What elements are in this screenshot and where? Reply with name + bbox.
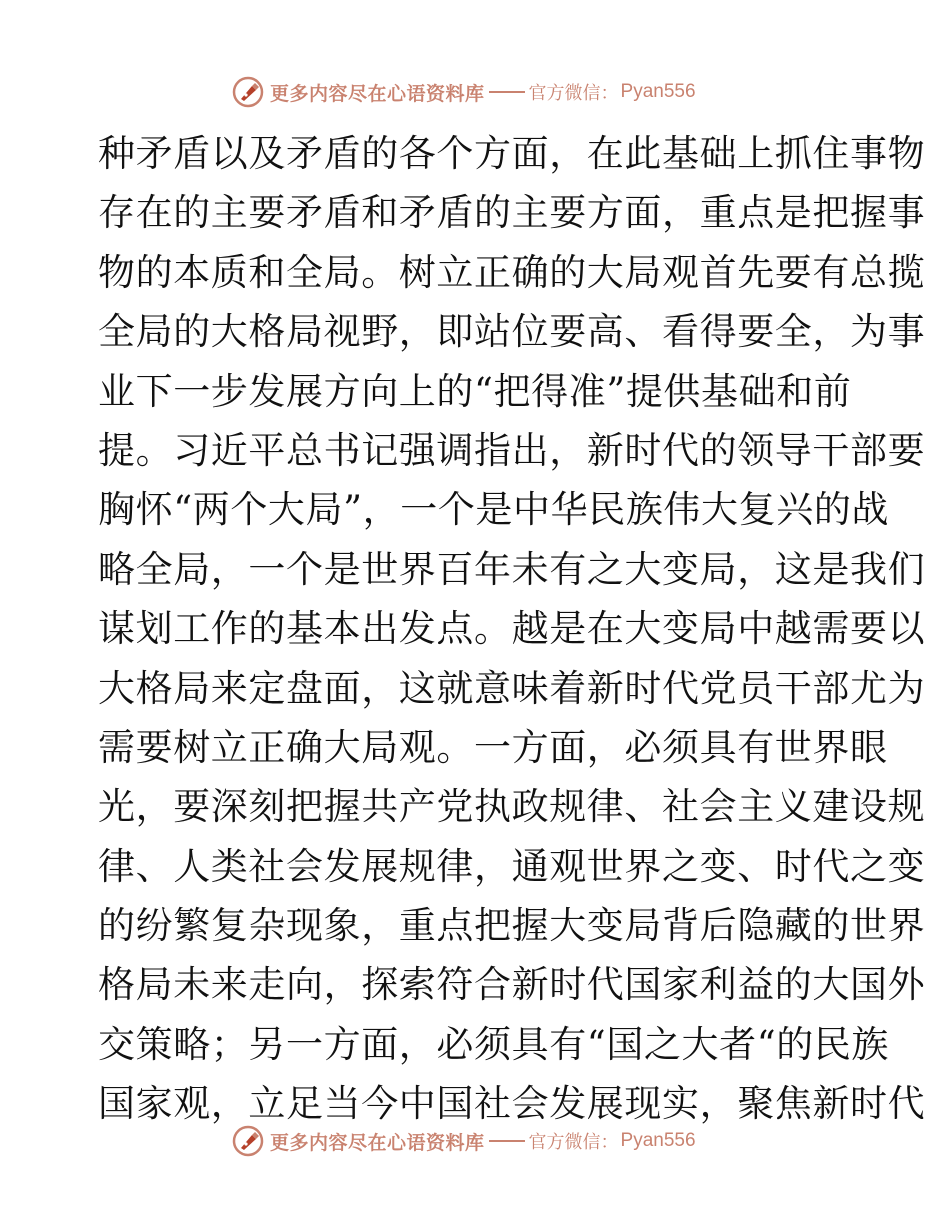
text-line: 需要树立正确大局观。一方面，必须具有世界眼 — [98, 725, 888, 769]
text-line: 胸怀“两个大局”，一个是中华民族伟大复兴的战 — [98, 488, 890, 532]
text-line: 交策略；另一方面，必须具有“国之大者“的民族 — [98, 1022, 890, 1066]
text-line: 谋划工作的基本出发点。越是在大变局中越需要以 — [98, 607, 926, 651]
text-line: 提。习近平总书记强调指出，新时代的领导干部要 — [98, 428, 926, 472]
wechat-id: Pyan556 — [620, 81, 696, 102]
banner-dash — [489, 91, 525, 93]
text-line: 大格局来定盘面，这就意味着新时代党员干部尤为 — [98, 666, 926, 710]
text-line: 国家观，立足当今中国社会发展现实，聚焦新时代 — [98, 1082, 926, 1126]
body-text — [98, 124, 926, 1134]
wechat-label: 官方微信： — [528, 1132, 619, 1153]
header-banner — [232, 72, 752, 112]
pen-nib-logo-icon — [232, 76, 264, 108]
footer-banner — [232, 1121, 752, 1161]
text-line: 的纷繁复杂现象，重点把握大变局背后隐藏的世界 — [98, 904, 926, 948]
site-name-text: 更多内容尽在心语资料库 — [270, 1131, 485, 1154]
text-line: 业下一步发展方向上的“把得准”提供基础和前 — [98, 369, 852, 413]
text-line: 全局的大格局视野，即站位要高、看得要全，为事 — [98, 310, 926, 354]
text-line: 略全局，一个是世界百年未有之大变局，这是我们 — [98, 547, 926, 591]
text-line: 存在的主要矛盾和矛盾的主要方面，重点是把握事 — [98, 191, 926, 235]
wechat-label: 官方微信： — [528, 83, 619, 104]
text-line: 种矛盾以及矛盾的各个方面，在此基础上抓住事物 — [98, 132, 926, 175]
text-line: 律、人类社会发展规律，通观世界之变、时代之变 — [98, 844, 926, 888]
wechat-id: Pyan556 — [620, 1130, 696, 1151]
pen-nib-logo-icon — [232, 1125, 264, 1157]
banner-dash — [489, 1140, 525, 1142]
text-line: 格局未来走向，探索符合新时代国家利益的大国外 — [98, 963, 926, 1007]
text-line: 物的本质和全局。树立正确的大局观首先要有总揽 — [98, 250, 926, 294]
site-name-text: 更多内容尽在心语资料库 — [270, 82, 485, 105]
text-line: 光，要深刻把握共产党执政规律、社会主义建设规 — [98, 785, 926, 829]
